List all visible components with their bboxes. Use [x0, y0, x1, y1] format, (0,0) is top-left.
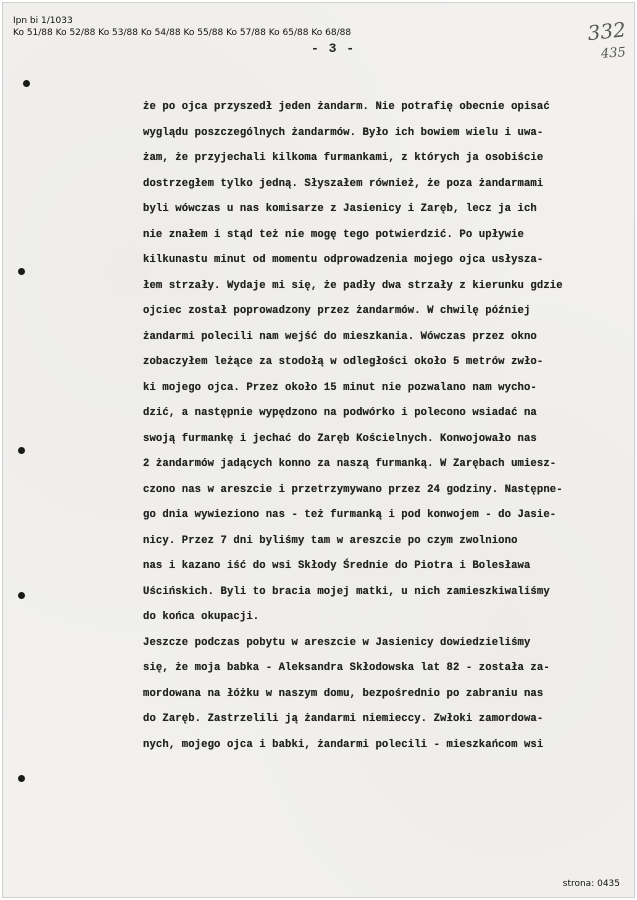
text-line: łem strzały. Wydaje mi się, że padły dwa strzały z kierunku gdzie — [143, 279, 563, 292]
text-line: że po ojca przyszedł jeden żandarm. Nie potrafię obecnie opisać — [143, 101, 550, 113]
text-line: 2 żandarmów jadących konno za naszą furmanką. W Zarębach umiesz- — [143, 458, 557, 470]
text-line: nicy. Przez 7 dni byliśmy tam w areszcie po czym zwolniono — [143, 534, 518, 547]
text-line: zobaczyłem leżące za stodołą w odległości około 5 metrów zwło- — [143, 356, 544, 368]
text-line: żam, że przyjechali kilkoma furmankami, z których ja osobiście — [143, 152, 544, 164]
text-line: czono nas w areszcie i przetrzymywano przez 24 godziny. Następne- — [143, 483, 563, 496]
typewritten-body — [143, 95, 633, 758]
text-line: Jeszcze podczas pobytu w areszcie w Jasienicy dowiedzieliśmy — [143, 636, 531, 649]
text-line: swoją furmankę i jechać do Zaręb Kościelnych. Konwojowało nas — [143, 432, 537, 445]
text-line: żandarmi polecili nam wejść do mieszkania. Wówczas przez okno — [143, 330, 537, 343]
text-line: Uścińskich. Byli to bracia mojej matki, u nich zamieszkiwaliśmy — [143, 585, 550, 598]
handwritten-folio-number — [573, 17, 627, 62]
case-numbers: Ko 51/88 Ko 52/88 Ko 53/88 Ko 54/88 Ko 55/88 Ko 57/88 Ko 65/88 Ko 68/88 — [13, 28, 352, 38]
folio-sub: 435 — [600, 45, 627, 62]
text-line: się, że moja babka - Aleksandra Skłodowska lat 82 - została za- — [143, 662, 550, 674]
archive-reference-header — [13, 15, 351, 39]
text-line: dzić, a następnie wypędzono na podwórko i polecono wsiadać na — [143, 407, 537, 419]
archive-signature: Ipn bi 1/1033 — [13, 16, 73, 26]
punch-hole-icon — [18, 775, 25, 782]
document-page — [3, 3, 634, 897]
punch-hole-icon — [18, 592, 25, 599]
punch-hole-icon — [18, 447, 25, 454]
scan-page-indicator: strona: 0435 — [562, 879, 620, 889]
typed-page-number: - 3 - — [311, 41, 356, 56]
text-line: byli wówczas u nas komisarze z Jasienicy i Zaręb, lecz ja ich — [143, 203, 537, 215]
text-line: do Zaręb. Zastrzelili ją żandarmi niemieccy. Zwłoki zamordowa- — [143, 713, 544, 725]
text-line: ojciec został poprowadzony przez żandarmów. W chwilę później — [143, 305, 531, 317]
text-line: go dnia wywieziono nas - też furmanką i pod konwojem - do Jasie- — [143, 509, 557, 521]
text-line: mordowana na łóżku w naszym domu, bezpośrednio po zabraniu nas — [143, 687, 544, 700]
text-line: kilkunastu minut od momentu odprowadzenia mojego ojca usłysza- — [143, 254, 544, 266]
text-line: do końca okupacji. — [143, 611, 260, 623]
text-line: ki mojego ojca. Przez około 15 minut nie pozwalano nam wycho- — [143, 381, 537, 394]
punch-hole-icon — [23, 80, 30, 87]
text-line: wyglądu poszczególnych żandarmów. Było ich bowiem wielu i uwa- — [143, 126, 544, 139]
punch-hole-icon — [18, 268, 25, 275]
text-line: nie znałem i stąd też nie mogę tego potwierdzić. Po upływie — [143, 228, 524, 241]
folio-main: 332 — [586, 17, 627, 46]
text-line: dostrzegłem tylko jedną. Słyszałem również, że poza żandarmami — [143, 177, 544, 190]
text-line: nas i kazano iść do wsi Skłody Średnie do Piotra i Bolesława — [143, 560, 531, 572]
text-line: nych, mojego ojca i babki, żandarmi polecili - mieszkańcom wsi — [143, 738, 544, 751]
